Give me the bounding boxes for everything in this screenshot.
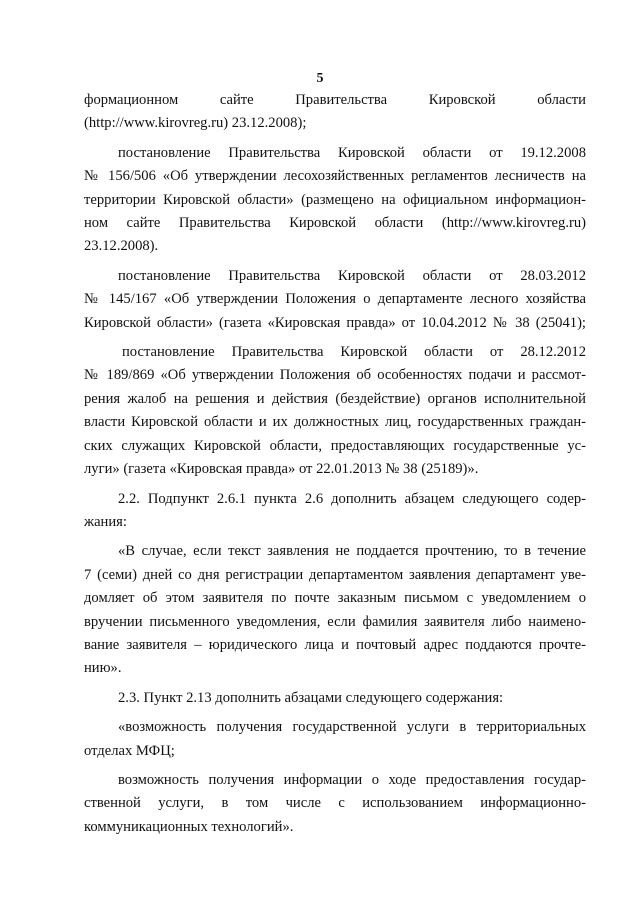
text-line: № 145/167 «Об утверждении Положения о департаменте лесного хозяйства [84,291,586,308]
text-line: рения жалоб на решения и действия (бездействие) органов исполнительной [84,390,586,407]
text-line: 2.3. Пункт 2.13 дополнить абзацами следующего содержания: [118,689,504,706]
page-number: 5 [316,71,324,86]
text-line: возможность получения информации о ходе предоставления государ- [118,771,586,788]
text-line: (http://www.kirovreg.ru) 23.12.2008); [84,115,307,132]
text-line: коммуникационных технологий». [84,818,294,835]
text-line: № 156/506 «Об утверждении лесохозяйственных регламентов лесничеств на [84,168,586,185]
paragraph [84,89,586,136]
text-line: постановление Правительства Кировской области от 28.03.2012 [118,267,586,284]
text-line: «возможность получения государственной услуги в территориальных [118,719,586,736]
text-line: постановление Правительства Кировской области от 28.12.2012 [122,344,586,361]
text-line: ских служащих Кировской области, предоставляющих государственные ус- [84,437,586,454]
text-line: отделах МФЦ; [84,742,175,759]
text-line: № 189/869 «Об утверждении Положения об особенностях подачи и рассмот- [84,367,586,384]
text-line: 23.12.2008). [84,238,159,255]
text-line: территории Кировской области» (размещено на официальном информацион- [84,191,586,208]
paragraph [84,488,586,535]
document-body [84,89,586,845]
text-line: постановление Правительства Кировской области от 19.12.2008 [118,144,586,161]
text-line: власти Кировской области и их должностных лиц, государственных граждан- [84,414,586,431]
text-line: ственной услуги, в том числе с использованием информационно- [84,795,586,812]
text-line: Кировской области» (газета «Кировская правда» от 10.04.2012 № 38 (25041); [84,314,586,331]
paragraph [84,540,586,680]
paragraph [84,769,586,839]
text-line: домляет об этом заявителя по почте заказным письмом с уведомлением о [84,590,586,607]
text-line: 2.2. Подпункт 2.6.1 пункта 2.6 дополнить абзацем следующего содер- [118,490,586,507]
paragraph [84,687,586,710]
paragraph [84,716,586,763]
text-line: ном сайте Правительства Кировской области (http://www.kirovreg.ru) [84,215,586,232]
paragraph [84,265,586,335]
text-line: луги» (газета «Кировская правда» от 22.01.2013 № 38 (25189)». [84,461,479,478]
text-line: формационном сайте Правительства Кировской области [84,92,586,108]
text-line: нию». [84,660,122,677]
text-line: вручении письменного уведомления, если фамилия заявителя либо наимено- [84,613,586,630]
paragraph [84,341,586,481]
text-line: «В случае, если текст заявления не поддается прочтению, то в течение [118,543,586,560]
text-line: 7 (семи) дней со дня регистрации департаментом заявления департамент уве- [84,566,586,583]
text-line: вание заявителя – юридического лица и почтовый адрес поддаются прочте- [84,636,586,653]
paragraph [84,142,586,259]
text-line: жания: [84,513,127,530]
